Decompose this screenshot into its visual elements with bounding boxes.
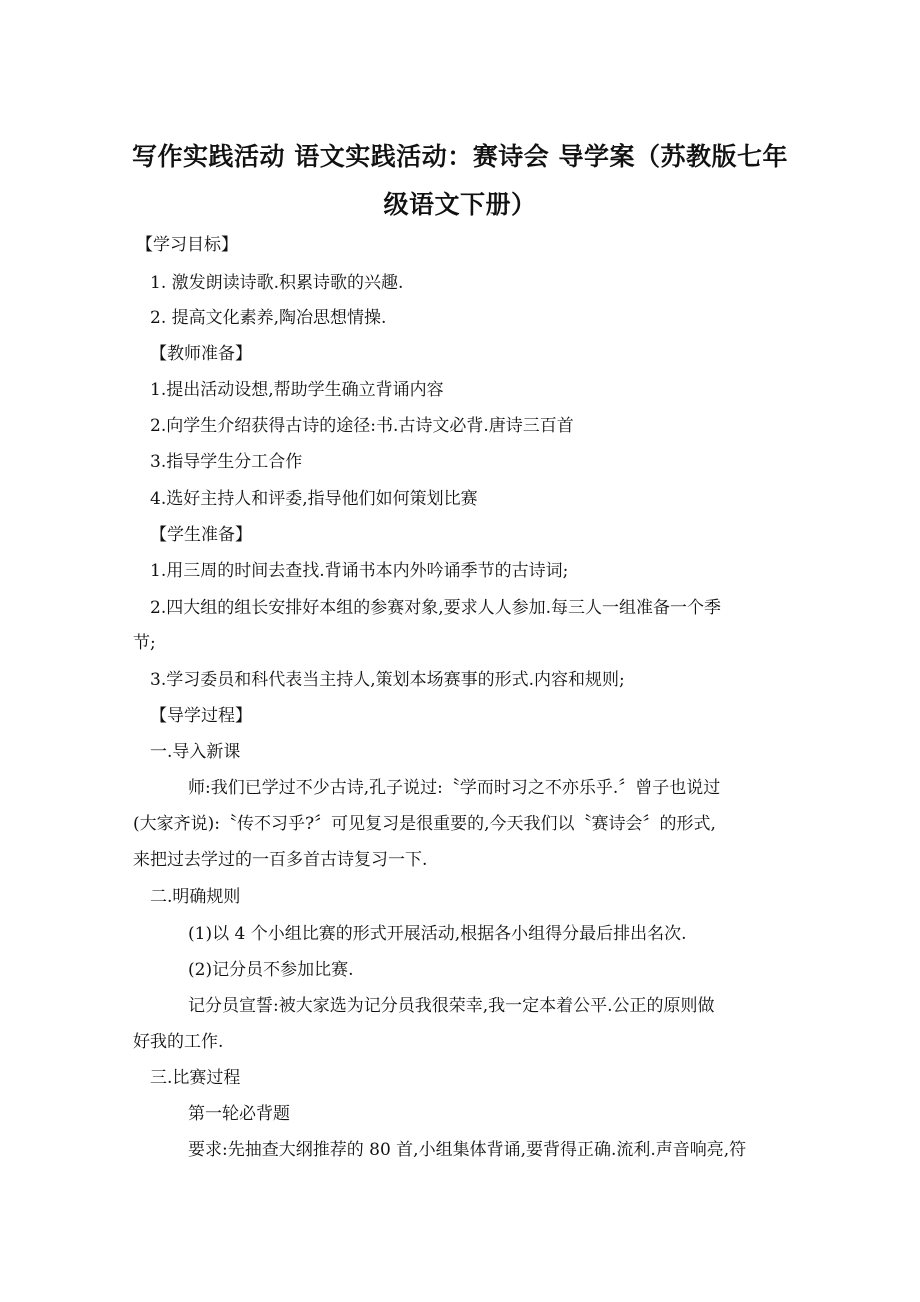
- paragraph-line: (大家齐说):〝传不习乎?〞可见复习是很重要的,今天我们以〝赛诗会〞的形式,: [133, 814, 716, 834]
- document-title-line-2: 级语文下册）: [383, 190, 537, 219]
- teacher-prep-item: 4.选好主持人和评委,指导他们如何策划比赛: [150, 489, 478, 509]
- subheading-competition: 三.比赛过程: [150, 1068, 241, 1088]
- round-heading: 第一轮必背题: [188, 1104, 290, 1124]
- student-prep-item: 2.四大组的组长安排好本组的参赛对象,要求人人参加.每三人一组准备一个季: [150, 598, 722, 618]
- paragraph-line: 来把过去学过的一百多首古诗复习一下.: [133, 850, 428, 870]
- teacher-prep-item: 2.向学生介绍获得古诗的途径:书.古诗文必背.唐诗三百首: [150, 416, 574, 436]
- rule-item: (2)记分员不参加比赛.: [188, 960, 354, 980]
- paragraph-line: 要求:先抽查大纲推荐的 80 首,小组集体背诵,要背得正确.流利.声音响亮,符: [188, 1140, 747, 1160]
- subheading-intro: 一.导入新课: [150, 742, 241, 762]
- subheading-rules: 二.明确规则: [150, 887, 241, 907]
- student-prep-item-continued: 节;: [133, 633, 156, 653]
- paragraph-line: 好我的工作.: [133, 1032, 224, 1052]
- section-heading-goals: 【学习目标】: [136, 235, 238, 255]
- document-title-line-1: 写作实践活动 语文实践活动：赛诗会 导学案（苏教版七年: [132, 142, 788, 171]
- teacher-prep-item: 1.提出活动设想,帮助学生确立背诵内容: [150, 380, 444, 400]
- teacher-prep-item: 3.指导学生分工合作: [150, 452, 303, 472]
- paragraph-line: 师:我们已学过不少古诗,孔子说过:〝学而时习之不亦乐乎.〞曾子也说过: [188, 778, 721, 798]
- goal-item: 1. 激发朗读诗歌.积累诗歌的兴趣.: [150, 273, 404, 293]
- section-heading-teacher-prep: 【教师准备】: [150, 344, 252, 364]
- paragraph-line: 记分员宣誓:被大家选为记分员我很荣幸,我一定本着公平.公正的原则做: [188, 996, 715, 1016]
- student-prep-item: 1.用三周的时间去查找.背诵书本内外吟诵季节的古诗词;: [150, 561, 569, 581]
- section-heading-student-prep: 【学生准备】: [150, 525, 252, 545]
- goal-item: 2. 提高文化素养,陶冶思想情操.: [150, 308, 387, 328]
- student-prep-item: 3.学习委员和科代表当主持人,策划本场赛事的形式.内容和规则;: [150, 670, 625, 690]
- rule-item: (1)以 4 个小组比赛的形式开展活动,根据各小组得分最后排出名次.: [188, 924, 687, 944]
- section-heading-process: 【导学过程】: [150, 706, 252, 726]
